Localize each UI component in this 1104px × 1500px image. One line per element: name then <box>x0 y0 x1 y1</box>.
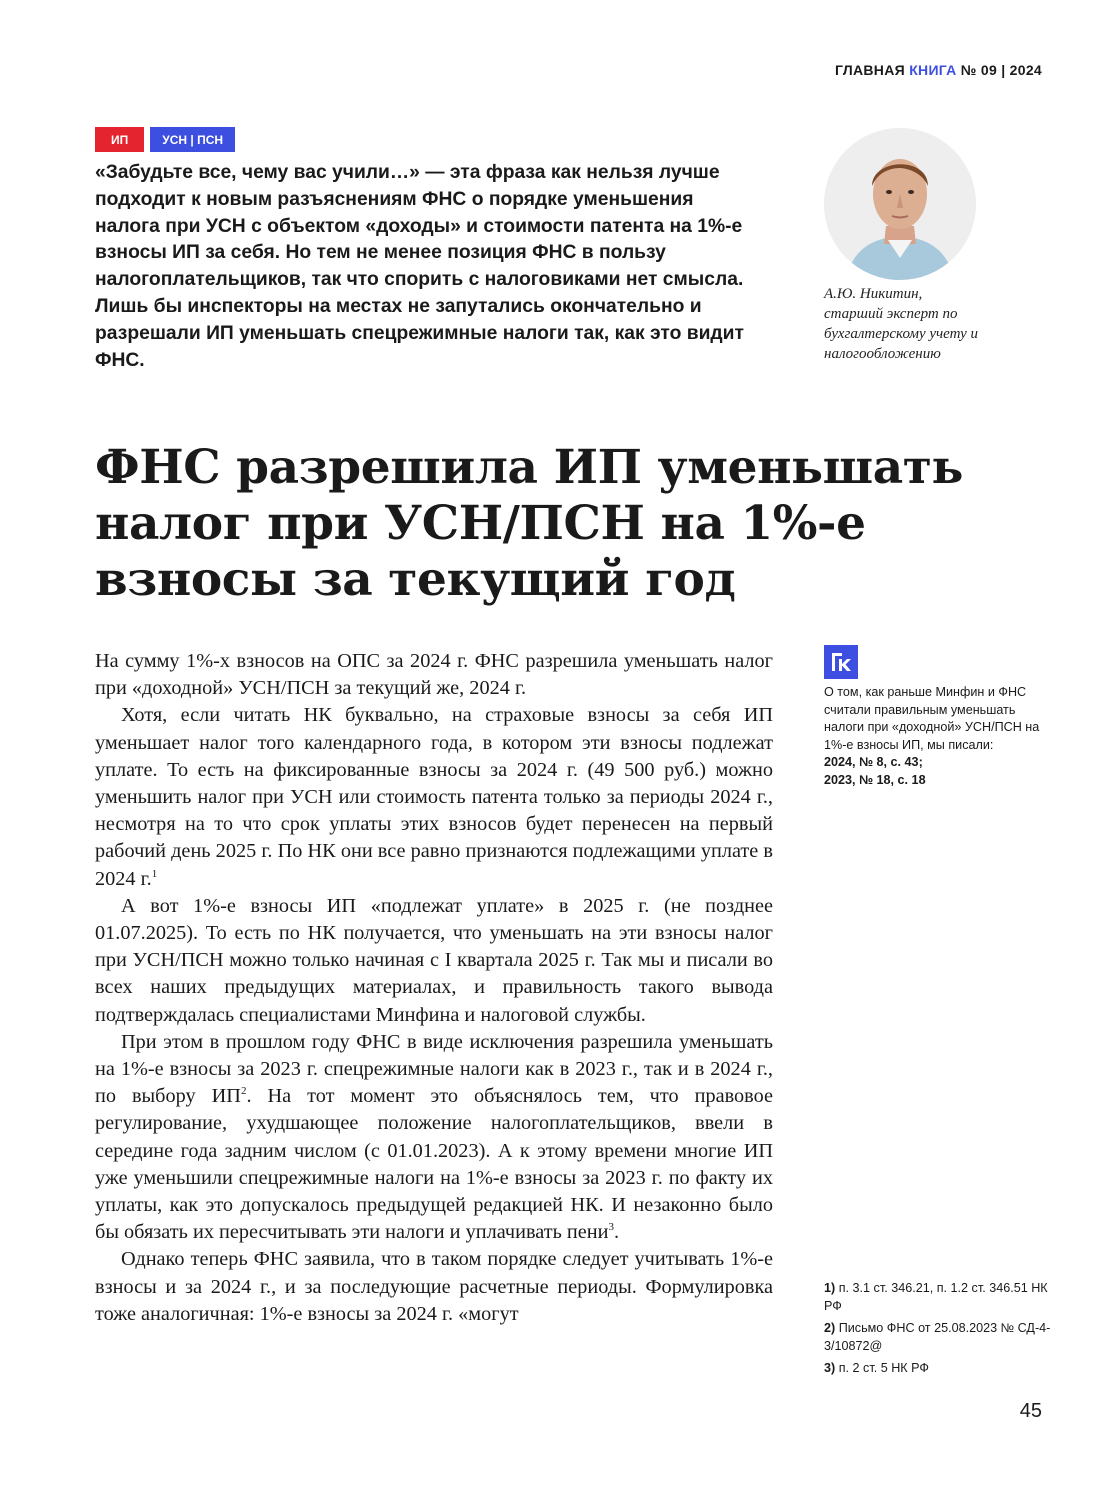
author-role: старший эксперт по бухгалтерскому учету и налогообложению <box>824 306 978 362</box>
masthead-title: ГЛАВНАЯ <box>834 62 905 78</box>
footnotes <box>824 1280 1054 1383</box>
lead-paragraph: «Забудьте все, чему вас учили…» — эта фраза как нельзя лучше подходит к новым разъяснениям ФНС о порядке уменьшения налога при УСН с объектом «доходы» и стоимости патента на 1%-е взносы ИП за себя. Но тем не менее позиция ФНС в пользу налогоплательщиков, так что спорить с налоговиками нет смысла. Лишь бы инспекторы на местах не запутались окончательно и разрешали ИП уменьшать спецрежимные налоги так, как это видит ФНС. <box>95 162 744 371</box>
body-paragraph: А вот 1%-е взносы ИП «подлежат уплате» в 2025 г. (не позднее 01.07.2025). То есть по НК получается, что уменьшать на эти взносы налог при УСН/ПСН можно только начиная с I квартала 2025 г. Так мы и писали во всех наших предыдущих материалах, и правильность такого вывода подтверждалась специалистами Минфина и налоговой службы. <box>95 894 773 1026</box>
sidenote-ref-link[interactable]: 2023, № 18, с. 18 <box>824 772 926 787</box>
issue-number: № 09 | 2024 <box>960 62 1042 78</box>
body-paragraph: При этом в прошлом году ФНС в виде исключения разрешила уменьшать на 1%-е взносы за 2023 г. спецрежимные налоги как в 2023 г., так и в 2024 г., по выбору $ИП^2$. На тот момент это объяснялось тем, что правовое регулирование, ухудшающее положение налогоплательщиков, ввели в середине года задним числом (с 01.01.2023). А к этому времени многие ИП уже уменьшили спецрежимные налоги на 1%-е взносы за 2023 г. по факту их уплаты, как это допускалось предыдущей редакцией НК. И незаконно было бы обязать их пересчитывать эти налоги и уплачивать пени$^3$. <box>95 1030 773 1244</box>
article-headline: ФНС разрешила ИП уменьшать налог при УСН/ПСН на 1%-е взносы за текущий год <box>95 440 964 607</box>
footnote-item: 1) п. 3.1 ст. 346.21, п. 1.2 ст. 346.51 НК РФ <box>824 1281 1048 1313</box>
body-paragraph: На сумму 1%-х взносов на ОПС за 2024 г. ФНС разрешила уменьшать налог при «доходной» УСН/ПСН за текущий же, 2024 г. <box>95 650 773 700</box>
svg-text:ГК: ГК <box>841 676 843 677</box>
footnote-ref[interactable]: 1 <box>151 867 158 880</box>
body-paragraph: Хотя, если читать НК буквально, на страховые взносы за себя ИП уменьшает налог того календарного года, в котором эти взносы подлежат уплате. То есть на фиксированные взносы за 2024 г. (49 500 руб.) можно уменьшить налог при УСН или стоимость патента только за периоды 2024 г., несмотря на то что срок уплаты этих взносов будет перенесен на первый рабочий день 2025 г. По НК они все равно признаются подлежащими уплате в 2024 г.$^1$ <box>95 704 773 890</box>
body-paragraph: Однако теперь ФНС заявила, что в таком порядке следует учитывать 1%-е взносы и за 2024 г., и за последующие расчетные периоды. Формулировка тоже аналогичная: 1%-е взносы за 2024 г. «могут <box>95 1248 773 1325</box>
sidenote-ref-link[interactable]: 2024, № 8, с. 43; <box>824 755 923 769</box>
sidenote-references <box>824 684 1054 789</box>
tag-usn-psn[interactable]: УСН | ПСН <box>150 127 235 152</box>
gk-logo-icon <box>824 645 858 679</box>
author-caption <box>824 284 1044 364</box>
masthead-title-accent: КНИГА <box>909 62 957 78</box>
tag-ip[interactable]: ИП <box>95 127 144 152</box>
article-body <box>95 648 773 1328</box>
footnote-ref[interactable]: 3 <box>608 1221 614 1234</box>
category-tags <box>95 127 235 152</box>
footnote-item: 2) Письмо ФНС от 25.08.2023 № СД-4-3/10872@ <box>824 1321 1051 1353</box>
author-photo <box>824 128 976 280</box>
sidenote-text: О том, как раньше Минфин и ФНС считали правильным уменьшать налоги при «доходной» УСН/ПСН на 1%-е взносы ИП, мы писали: <box>824 685 1040 752</box>
footnote-item: 3) п. 2 ст. 5 НК РФ <box>824 1361 929 1375</box>
author-name: А.Ю. Никитин, <box>824 286 923 302</box>
author-portrait-icon <box>824 128 976 280</box>
magazine-masthead <box>835 62 1042 78</box>
page-number: 45 <box>1019 1400 1042 1422</box>
footnote-ref[interactable]: 2 <box>240 1085 247 1098</box>
